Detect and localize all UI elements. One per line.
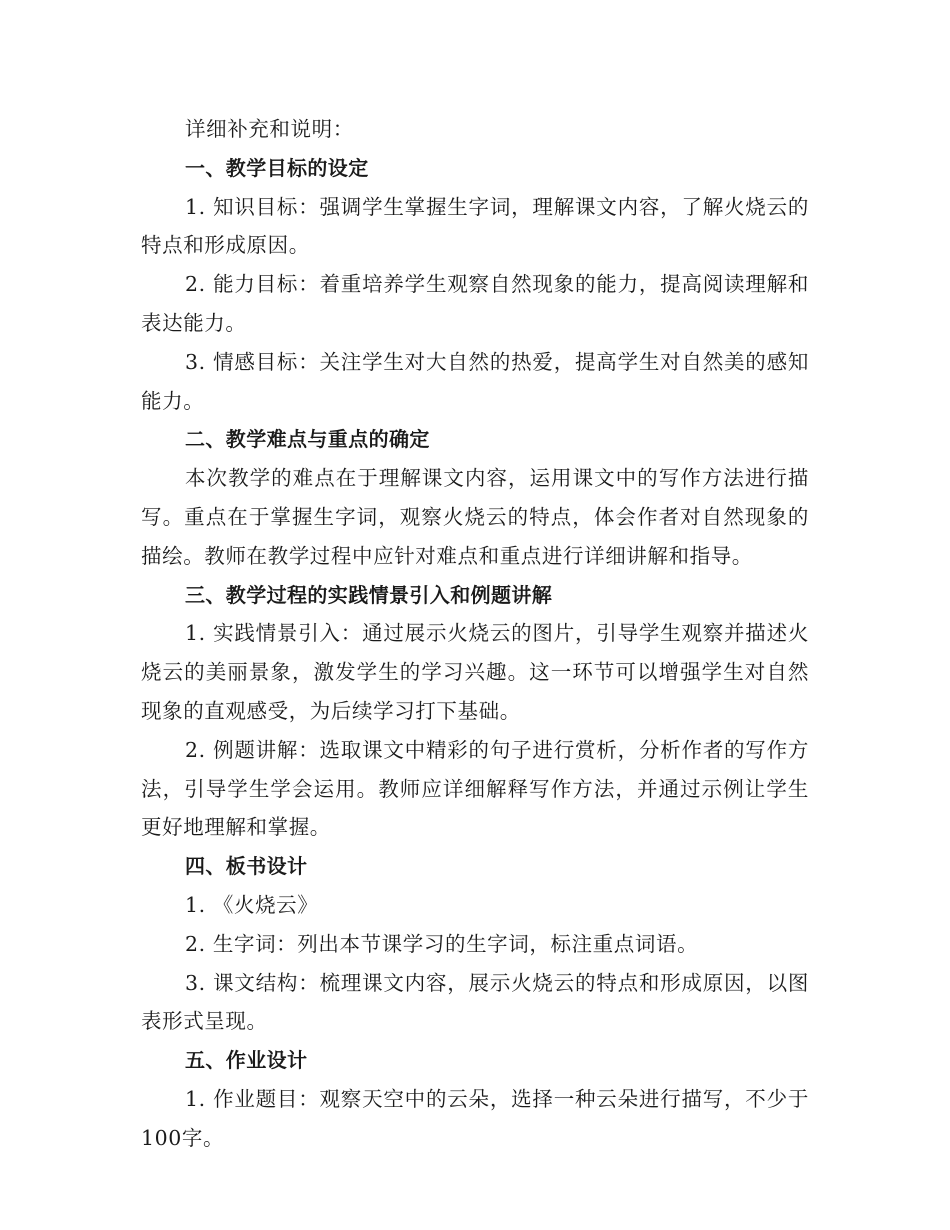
- document-body: [141, 110, 809, 1158]
- paragraph: 3. 课文结构：梳理课文内容，展示火烧云的特点和形成原因，以图表形式呈现。: [141, 970, 809, 1034]
- paragraph: 1. 作业题目：观察天空中的云朵，选择一种云朵进行描写，不少于100字。: [141, 1086, 809, 1150]
- paragraph: 1. 知识目标：强调学生掌握生字词，理解课文内容，了解火烧云的特点和形成原因。: [141, 194, 809, 258]
- paragraph: 本次教学的难点在于理解课文内容，运用课文中的写作方法进行描写。重点在于掌握生字词，观察火烧云的特点，体会作者对自然现象的描绘。教师在教学过程中应针对难点和重点进行详细讲解和指导。: [141, 466, 809, 568]
- paragraph: 2. 生字词：列出本节课学习的生字词，标注重点词语。: [185, 931, 699, 956]
- paragraph: 3. 情感目标：关注学生对大自然的热爱，提高学生对自然美的感知能力。: [141, 349, 809, 413]
- paragraph: 1. 实践情景引入：通过展示火烧云的图片，引导学生观察并描述火烧云的美丽景象，激发学生的学习兴趣。这一环节可以增强学生对自然现象的直观感受，为后续学习打下基础。: [141, 621, 809, 723]
- intro-text: 详细补充和说明：: [185, 117, 354, 141]
- paragraph: 2. 例题讲解：选取课文中精彩的句子进行赏析，分析作者的写作方法，引导学生学会运用。教师应详细解释写作方法，并通过示例让学生更好地理解和掌握。: [141, 737, 809, 840]
- section-heading-objectives: 一、教学目标的设定: [185, 155, 369, 180]
- section-heading-process: 三、教学过程的实践情景引入和例题讲解: [185, 582, 553, 607]
- section-heading-homework: 五、作业设计: [185, 1048, 308, 1073]
- paragraph: 1. 《火烧云》: [185, 892, 319, 917]
- paragraph: 2. 能力目标：着重培养学生观察自然现象的能力，提高阅读理解和表达能力。: [141, 272, 809, 335]
- section-heading-difficulties: 二、教学难点与重点的确定: [185, 427, 430, 452]
- section-heading-board-design: 四、板书设计: [185, 854, 308, 879]
